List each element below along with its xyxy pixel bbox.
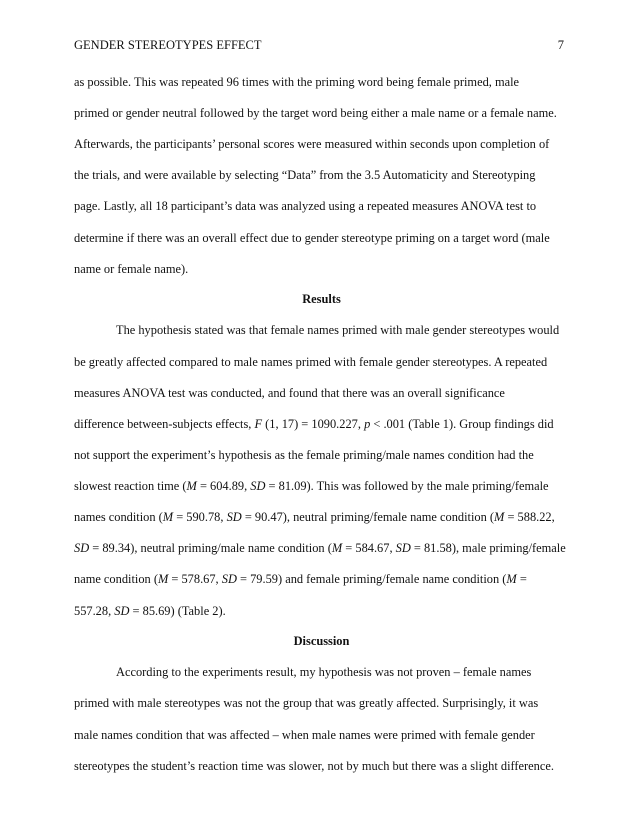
stat-symbol: M bbox=[162, 510, 174, 524]
stat-symbol: SD bbox=[114, 604, 130, 618]
body-line: Afterwards, the participants’ personal scores were measured within seconds upon completion of bbox=[74, 137, 550, 151]
stat-symbol: M bbox=[331, 541, 343, 555]
page-number: 7 bbox=[557, 38, 564, 52]
body-line: name or female name). bbox=[74, 262, 189, 276]
stat-symbol: SD bbox=[74, 541, 90, 555]
body-line: The hypothesis stated was that female names primed with male gender stereotypes would bbox=[116, 323, 560, 337]
body-line: male names condition that was affected – when male names were primed with female gender bbox=[74, 728, 535, 742]
stat-symbol: F bbox=[254, 417, 263, 431]
body-line: not support the experiment’s hypothesis as the female priming/male names condition had the bbox=[74, 448, 534, 462]
body-line: measures ANOVA test was conducted, and found that there was an overall significance bbox=[74, 386, 505, 400]
body-line: slowest reaction time (M = 604.89, SD = 81.09). This was followed by the male priming/female bbox=[74, 479, 549, 493]
running-head: GENDER STEREOTYPES EFFECT bbox=[74, 38, 262, 52]
body-line: According to the experiments result, my hypothesis was not proven – female names bbox=[116, 665, 532, 679]
section-heading-results: Results bbox=[302, 292, 341, 306]
stat-symbol: M bbox=[186, 479, 197, 493]
body-line: as possible. This was repeated 96 times with the priming word being female primed, male bbox=[74, 75, 520, 89]
body-line: primed with male stereotypes was not the group that was greatly affected. Surprisingly, it was bbox=[74, 696, 539, 710]
body-line: page. Lastly, all 18 participant’s data was analyzed using a repeated measures ANOVA test to bbox=[74, 199, 537, 213]
stat-symbol: SD bbox=[250, 479, 266, 493]
body-line: 557.28, SD = 85.69) (Table 2). bbox=[74, 604, 226, 618]
body-line: be greatly affected compared to male names primed with female gender stereotypes. A repeated bbox=[74, 355, 548, 369]
stat-symbol: p bbox=[364, 417, 371, 431]
stat-symbol: SD bbox=[221, 572, 237, 586]
body-line: the trials, and were available by selecting “Data” from the 3.5 Automaticity and Stereotyping bbox=[74, 168, 536, 182]
stat-symbol: SD bbox=[395, 541, 411, 555]
stat-symbol: M bbox=[494, 510, 505, 524]
section-heading-discussion: Discussion bbox=[293, 634, 350, 648]
body-line: primed or gender neutral followed by the target word being either a male name or a female name. bbox=[74, 106, 557, 120]
stat-symbol: SD bbox=[226, 510, 242, 524]
stat-symbol: M bbox=[157, 572, 169, 586]
body-line: stereotypes the student’s reaction time was slower, not by much but there was a slight difference. bbox=[74, 759, 554, 773]
body-line: names condition (M = 590.78, SD = 90.47), neutral priming/female name condition (M = 588.22, bbox=[74, 510, 555, 524]
body-line: difference between-subjects effects, F (1, 17) = 1090.227, p < .001 (Table 1). Group findings did bbox=[74, 417, 554, 431]
body-line: SD = 89.34), neutral priming/male name condition (M = 584.67, SD = 81.58), male priming/female bbox=[74, 541, 566, 555]
body-line: determine if there was an overall effect due to gender stereotype priming on a target word (male bbox=[74, 231, 550, 245]
stat-symbol: M bbox=[506, 572, 517, 586]
body-line: name condition (M = 578.67, SD = 79.59) and female priming/female name condition (M = bbox=[74, 572, 527, 586]
